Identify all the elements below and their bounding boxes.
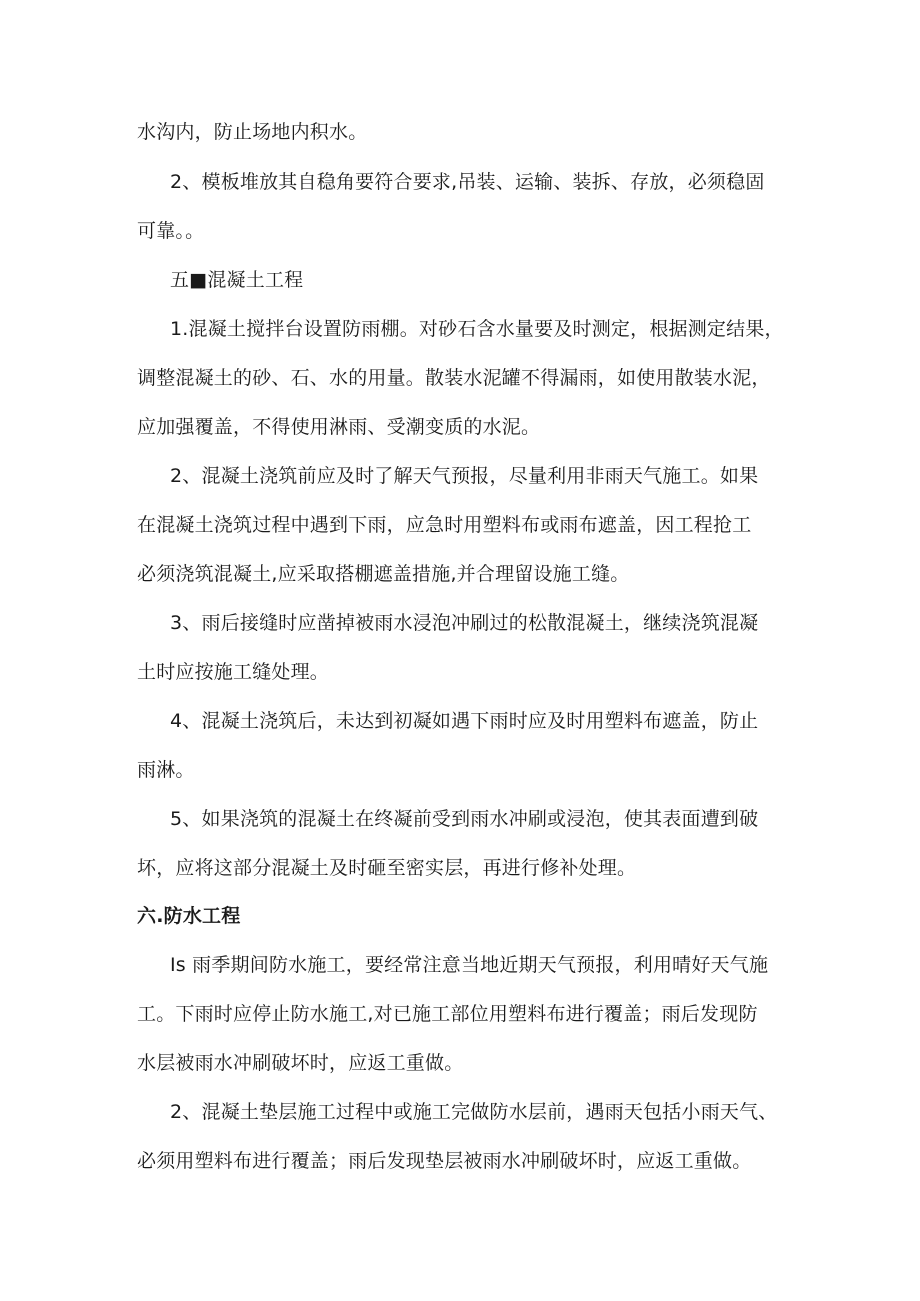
paragraph-line: 调整混凝土的砂、石、水的用量。散装水泥罐不得漏雨，如使用散装水泥， — [137, 367, 771, 389]
paragraph-line: 2、混凝土垫层施工过程中或施工完做防水层前，遇雨天包括小雨天气、 — [170, 1101, 778, 1123]
paragraph-line: 3、雨后接缝时应凿掉被雨水浸泡冲刷过的松散混凝土，继续浇筑混凝 — [170, 612, 759, 634]
paragraph-line: 必须用塑料布进行覆盖；雨后发现垫层被雨水冲刷破坏时，应返工重做。 — [137, 1150, 752, 1172]
paragraph-line: 1.混凝土搅拌台设置防雨棚。对砂石含水量要及时测定，根据测定结果， — [170, 318, 784, 340]
paragraph-line: 必须浇筑混凝土,应采取搭棚遮盖措施,并合理留设施工缝。 — [137, 563, 630, 585]
paragraph-line: 4、混凝土浇筑后，未达到初凝如遇下雨时应及时用塑料布遮盖，防止 — [170, 710, 759, 732]
paragraph-line: 在混凝土浇筑过程中遇到下雨，应急时用塑料布或雨布遮盖，因工程抢工 — [137, 514, 752, 536]
paragraph-line: 可靠。。 — [137, 220, 205, 242]
paragraph-line: 水层被雨水冲刷破坏时，应返工重做。 — [137, 1052, 464, 1074]
section-heading: 六.防水工程 — [137, 905, 241, 927]
paragraph-line: 2、混凝土浇筑前应及时了解天气预报，尽量利用非雨天气施工。如果 — [170, 465, 759, 487]
paragraph-line: 土时应按施工缝处理。 — [137, 661, 330, 683]
paragraph-line: 5、如果浇筑的混凝土在终凝前受到雨水冲刷或浸泡，使其表面遭到破 — [170, 808, 759, 830]
paragraph-line: 坏，应将这部分混凝土及时砸至密实层，再进行修补处理。 — [137, 857, 637, 879]
paragraph-line: 工。下雨时应停止防水施工,对已施工部位用塑料布进行覆盖；雨后发现防 — [137, 1003, 758, 1025]
paragraph-line: 应加强覆盖，不得使用淋雨、受潮变质的水泥。 — [137, 416, 541, 438]
paragraph-line: 水沟内，防止场地内积水。 — [137, 121, 368, 143]
section-heading: 五■混凝土工程 — [170, 269, 304, 291]
paragraph-line: 雨淋。 — [137, 759, 195, 781]
paragraph-line: 2、模板堆放其自稳角要符合要求,吊装、运输、装拆、存放，必须稳固 — [170, 171, 765, 193]
paragraph-line: Is 雨季期间防水施工，要经常注意当地近期天气预报，利用晴好天气施 — [170, 954, 769, 976]
